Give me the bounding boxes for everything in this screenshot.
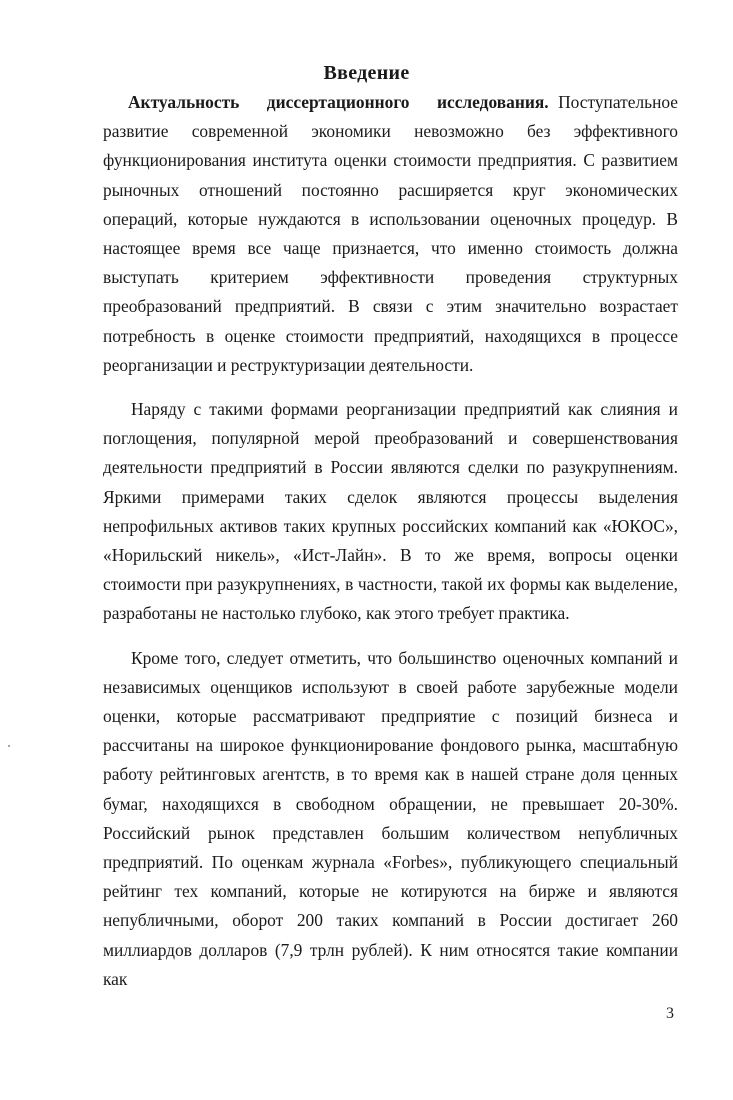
paragraph-text: Поступательное развитие современной экономики невозможно без эффективного функционирования института оценки стоимости предприятия. С развитием рыночных отношений постоянно расширяется круг экономических операций, которые нуждаются в использовании оценочных процедур. В настоящее время все чаще признается, что именно стоимость должна выступать критерием эффективности проведения структурных преобразований предприятий. В связи с этим значительно возрастает потребность в оценке стоимости предприятий, находящихся в процессе реорганизации и реструктуризации деятельности.: [103, 92, 678, 375]
paragraph-relevance: [103, 88, 678, 380]
page-title: Введение: [323, 62, 410, 84]
paragraph-valuation-models: Кроме того, следует отметить, что большинство оценочных компаний и независимых оценщиков используют в своей работе зарубежные модели оценки, которые рассматривают предприятие с позиций бизнеса и рассчитаны на широкое функционирование фондового рынка, масштабную работу рейтинговых агентств, в то время как в нашей стране доля ценных бумаг, находящихся в свободном обращении, не превышает 20-30%. Российский рынок представлен большим количеством непубличных предприятий. По оценкам журнала «Forbes», публикующего специальный рейтинг тех компаний, которые не котируются на бирже и являются непубличными, оборот 200 таких компаний в России достигает 260 миллиардов долларов (7,9 трлн рублей). К ним относятся такие компании как: [103, 647, 678, 989]
paragraph-lead-heading: Актуальность диссертационного исследования.: [128, 92, 549, 112]
scan-speck: [8, 745, 10, 747]
body-text: [103, 88, 678, 1009]
page-number: 3: [666, 1005, 674, 1022]
paragraph-divestitures: Наряду с такими формами реорганизации предприятий как слияния и поглощения, популярной мерой преобразований и совершенствования деятельности предприятий в России являются сделки по разукрупнениям. Яркими примерами таких сделок являются процессы выделения непрофильных активов таких крупных российских компаний как «ЮКОС», «Норильский никель», «Ист-Лайн». В то же время, вопросы оценки стоимости при разукрупнениях, в частности, такой их формы как выделение, разработаны не настолько глубоко, как этого требует практика.: [103, 399, 678, 624]
